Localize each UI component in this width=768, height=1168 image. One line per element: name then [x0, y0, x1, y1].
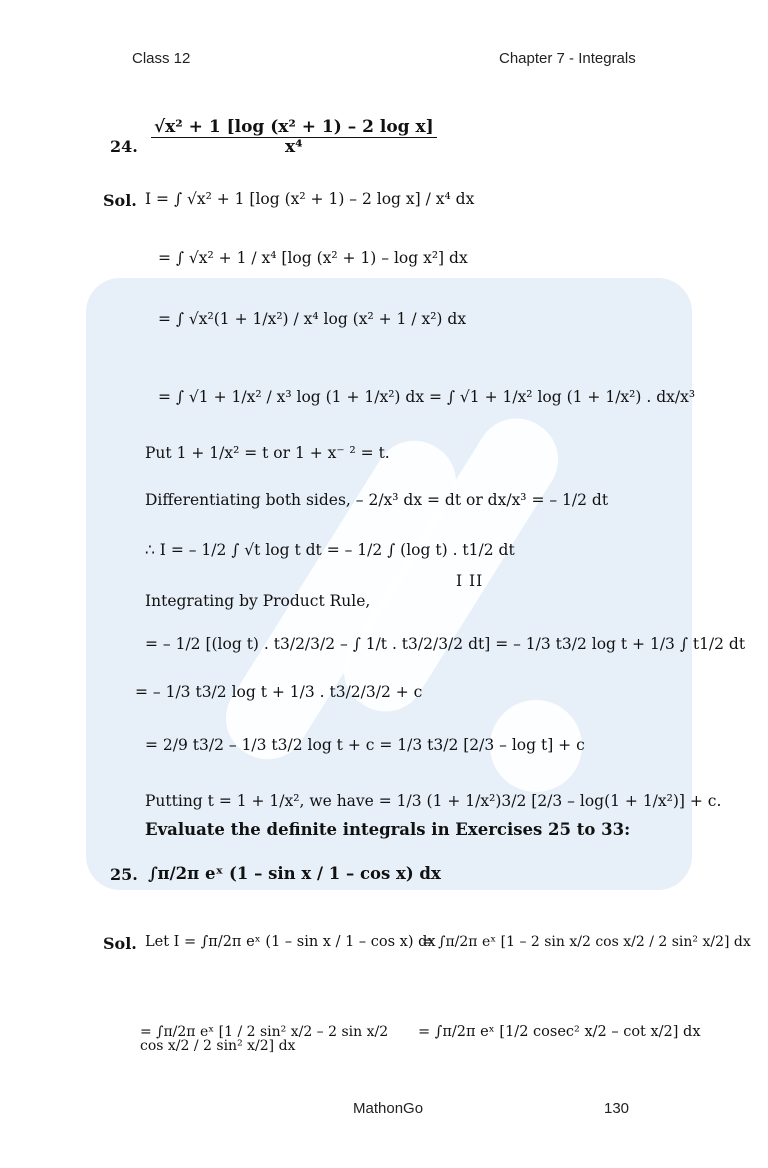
solution-24-step-3: = ∫ √x²(1 + 1/x²) / x⁴ log (x² + 1 / x²) dx: [158, 310, 467, 328]
question-25-expression: ∫π/2π eˣ (1 – sin x / 1 – cos x) dx: [148, 864, 441, 883]
question-25-number: 25.: [110, 865, 138, 884]
header-class: Class 12: [132, 50, 191, 67]
product-rule-line: Integrating by Product Rule,: [145, 592, 371, 610]
final-answer-24: Putting t = 1 + 1/x², we have = 1/3 (1 + 1/x²)3/2 [2/3 – log(1 + 1/x²)] + c.: [145, 792, 722, 810]
exercise-instruction: Evaluate the definite integrals in Exercises 25 to 33:: [145, 820, 631, 839]
header-chapter: Chapter 7 - Integrals: [499, 50, 636, 67]
differentiation-line: Differentiating both sides, – 2/x³ dx = dt or dx/x³ = – 1/2 dt: [145, 491, 609, 509]
product-rule-step-1: = – 1/2 [(log t) . t3/2/3/2 – ∫ 1/t . t3/2/3/2 dt] = – 1/3 t3/2 log t + 1/3 ∫ t1/2 dt: [145, 635, 746, 653]
question-24-number: 24.: [110, 137, 138, 156]
product-rule-step-3: = 2/9 t3/2 – 1/3 t3/2 log t + c = 1/3 t3/2 [2/3 – log t] + c: [145, 736, 585, 754]
question-24-expression: [148, 118, 440, 157]
page-number: 130: [604, 1100, 630, 1117]
therefore-line: ∴ I = – 1/2 ∫ √t log t dt = – 1/2 ∫ (log t) . t1/2 dt: [145, 541, 515, 559]
solution-25-line-1a: Let I = ∫π/2π eˣ (1 – sin x / 1 – cos x) dx: [145, 934, 436, 950]
product-rule-step-2: = – 1/3 t3/2 log t + 1/3 . t3/2/3/2 + c: [135, 683, 423, 701]
question-24-denominator: x⁴: [285, 137, 303, 157]
solution-25-line-1b: = ∫π/2π eˣ [1 – 2 sin x/2 cos x/2 / 2 sin² x/2] dx: [422, 934, 751, 950]
question-24-numerator: √x² + 1 [log (x² + 1) – 2 log x]: [151, 118, 437, 138]
solution-25-line-2a: = ∫π/2π eˣ [1 / 2 sin² x/2 – 2 sin x/2 cos x/2 / 2 sin² x/2] dx: [140, 1024, 389, 1054]
solution-25-label: Sol.: [103, 934, 137, 953]
solution-24-step-1: I = ∫ √x² + 1 [log (x² + 1) – 2 log x] / x⁴ dx: [145, 190, 475, 208]
solution-24-step-2: = ∫ √x² + 1 / x⁴ [log (x² + 1) – log x²] dx: [158, 249, 468, 267]
solution-25-line-2b: = ∫π/2π eˣ [1/2 cosec² x/2 – cot x/2] dx: [418, 1024, 701, 1040]
solution-24-label: Sol.: [103, 191, 137, 210]
substitution-line: Put 1 + 1/x² = t or 1 + x⁻ ² = t.: [145, 444, 390, 462]
ilate-markers: I II: [456, 572, 484, 590]
footer-brand: MathonGo: [353, 1100, 424, 1117]
solution-24-step-4: = ∫ √1 + 1/x² / x³ log (1 + 1/x²) dx = ∫ √1 + 1/x² log (1 + 1/x²) . dx/x³: [158, 388, 696, 406]
